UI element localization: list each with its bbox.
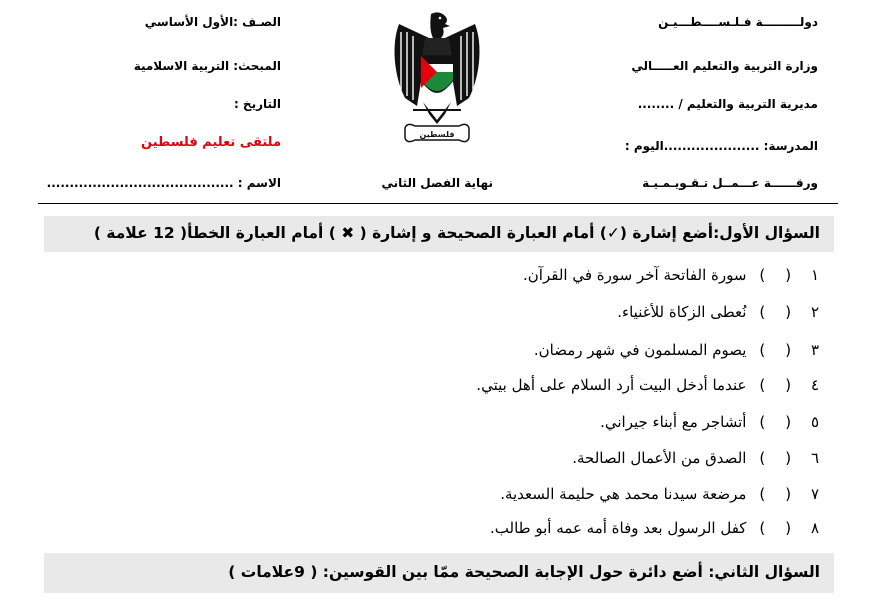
item-number: ٤	[810, 376, 820, 394]
answer-box[interactable]: ()	[759, 519, 792, 537]
answer-box[interactable]: ()	[759, 376, 792, 394]
answer-box[interactable]: ()	[759, 341, 792, 359]
header-ministry: وزارة التربية والتعليم العـــــالي	[631, 59, 818, 73]
item-text: أتشاجر مع أبناء جيراني.	[600, 413, 747, 431]
answer-box[interactable]: ()	[759, 485, 792, 503]
item-text: عندما أدخل البيت أرد السلام على أهل بيتي.	[476, 376, 747, 394]
list-item	[600, 413, 826, 443]
question2-title: السؤال الثاني: أضع دائرة حول الإجابة الصحيحة ممّا بين القوسين: ( 9علامات )	[228, 563, 820, 581]
question1-bar	[44, 216, 834, 252]
name-field: الاسم : .........................................	[46, 176, 281, 190]
item-number: ٨	[810, 519, 820, 537]
header-directorate: مديرية التربية والتعليم / ........	[637, 97, 818, 111]
header-grade: الصـف :الأول الأساسي	[144, 15, 281, 29]
item-text: الصدق من الأعمال الصالحة.	[572, 449, 747, 467]
item-number: ٧	[810, 485, 820, 503]
item-text: يصوم المسلمون في شهر رمضان.	[533, 341, 747, 359]
emblem-text: فلسطين	[419, 130, 455, 139]
question2-bar	[44, 553, 834, 593]
list-item	[534, 341, 826, 371]
item-number: ٥	[810, 413, 820, 431]
list-item	[572, 449, 826, 479]
header-state: دولـــــــــة فـلـســــطـــيـن	[658, 15, 818, 29]
answer-box[interactable]: ()	[759, 449, 792, 467]
item-number: ٦	[810, 449, 820, 467]
list-item	[617, 303, 826, 333]
palestine-eagle-emblem	[387, 10, 487, 148]
item-text: سورة الفاتحة آخر سورة في القرآن.	[523, 266, 747, 284]
header-subject: المبحث: التربية الاسلامية	[133, 59, 281, 73]
header-divider	[38, 203, 838, 204]
answer-box[interactable]: ()	[759, 413, 792, 431]
item-number: ٣	[810, 341, 820, 359]
item-number: ١	[810, 266, 820, 284]
header-worksheet: ورقــــــة عـــمــل تـقـويـمـيـة	[642, 176, 818, 190]
answer-box[interactable]: ()	[759, 303, 792, 321]
header-date: التاريخ :	[233, 97, 281, 111]
item-text: نُعطى الزكاة للأغنياء.	[617, 303, 747, 321]
answer-box[interactable]: ()	[759, 266, 792, 284]
header-forum: ملتقى تعليم فلسطين	[141, 135, 281, 150]
list-item	[490, 519, 826, 549]
header-term: نهاية الفصل الثاني	[381, 176, 493, 190]
header-school-day: المدرسة: .....................اليوم :	[624, 139, 818, 153]
item-text: كفل الرسول بعد وفاة أمه عمه أبو طالب.	[490, 519, 747, 537]
list-item	[523, 266, 826, 296]
question1-title: السؤال الأول:أضع إشارة (✓) أمام العبارة الصحيحة و إشارة ( ✖ ) أمام العبارة الخطأ( 12 علامة )	[93, 224, 820, 242]
list-item	[476, 376, 826, 406]
item-text: مرضعة سيدنا محمد هي حليمة السعدية.	[500, 485, 747, 503]
item-number: ٢	[810, 303, 820, 321]
list-item	[500, 485, 826, 515]
